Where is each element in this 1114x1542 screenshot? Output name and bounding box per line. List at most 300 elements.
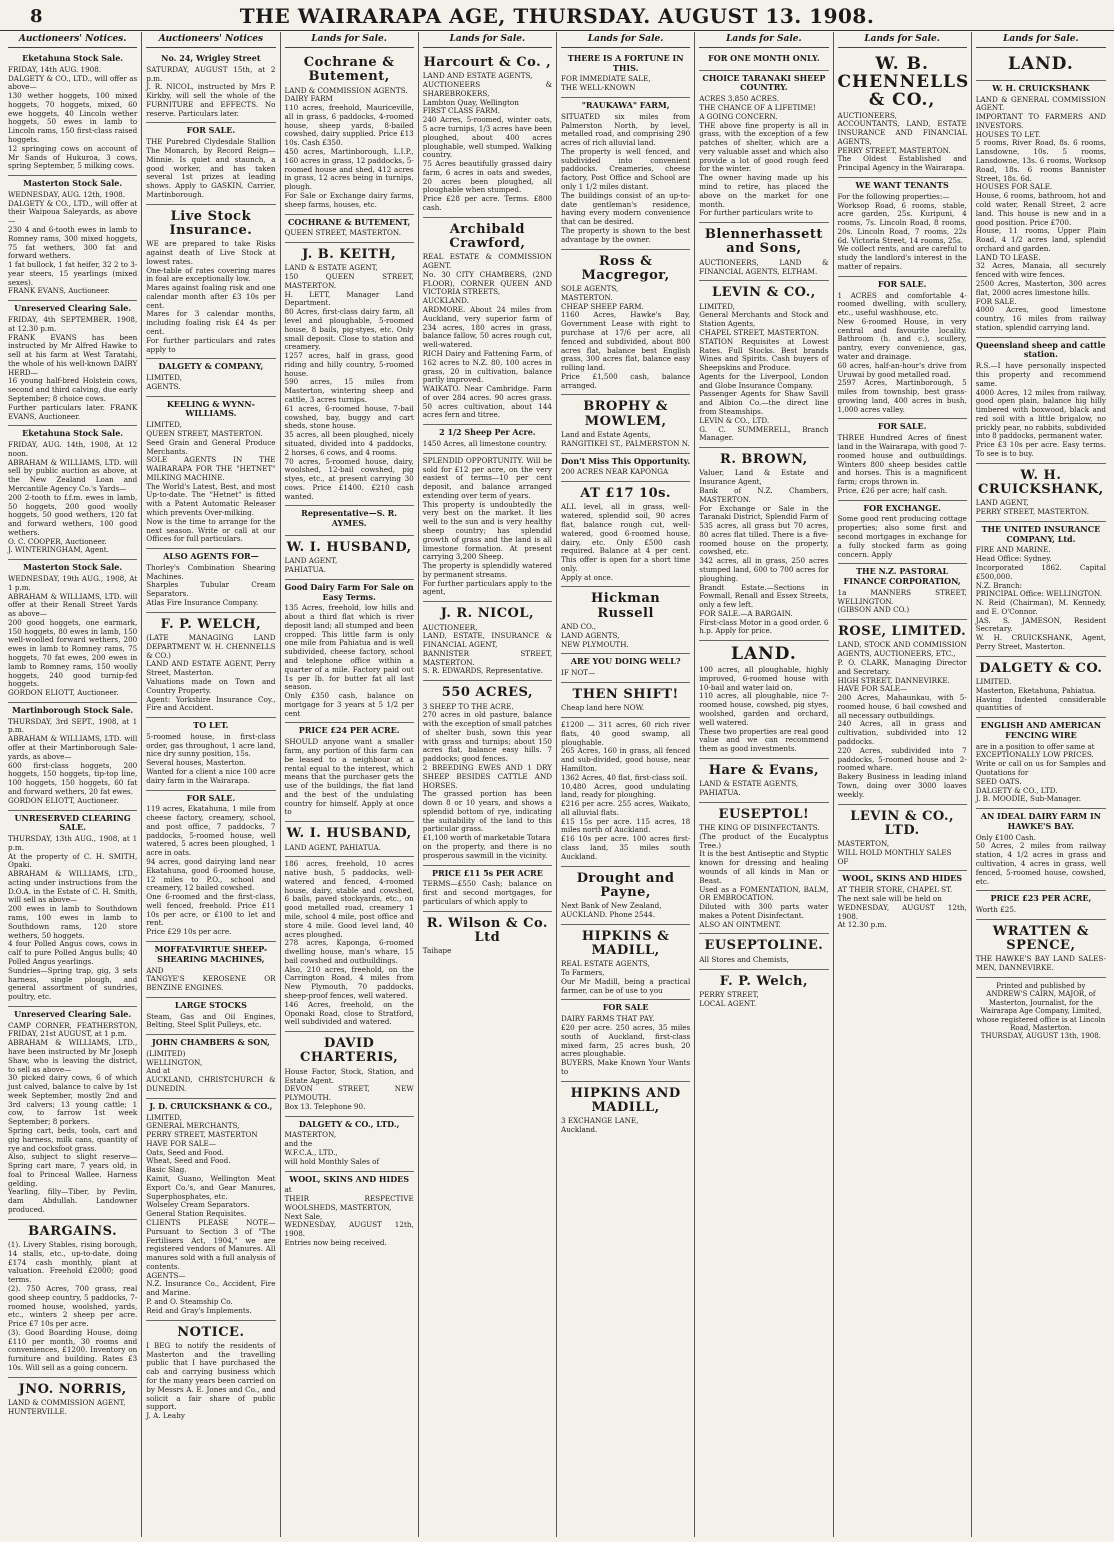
ad-title: Hare & Evans, xyxy=(708,762,820,778)
ad-title: Queensland sheep and cattle station. xyxy=(976,339,1106,360)
advertisement xyxy=(699,223,828,281)
advertisement xyxy=(699,803,828,935)
column-header: Lands for Sale. xyxy=(285,32,414,48)
ad-title: PRICE £24 PER ACRE. xyxy=(298,725,400,736)
ad-text: 1450 Acres, all limestone country. xyxy=(422,438,547,448)
ad-text: LIMITED. xyxy=(975,677,1012,687)
ad-text: 4000 Acres, good limestone country, 16 miles from railway station, splendid carrying land. xyxy=(975,305,1106,332)
ad-text: THE Purebred Clydesdale Stallion The Monarch, by Record Reign—Minnie. Is quiet and staunch, a good worker, and has taken several 1st prizes at leading shows. Apply to GASKIN, Carrier, Martinborough. xyxy=(146,137,276,199)
ad-text: BUYERS, Make Known Your Wants to xyxy=(561,1058,691,1076)
ad-text: TANGYE'S KEROSENE OR BENZINE ENGINES. xyxy=(146,974,276,993)
ad-title: MOFFAT-VIRTUE SHEEP-SHEARING MACHINES, xyxy=(154,944,268,964)
ad-text: For further particulars write to xyxy=(699,208,813,218)
ad-text: House Factor, Stock, Station, and Estate Agent. xyxy=(284,1066,414,1085)
ad-title: ROSE, LIMITED. xyxy=(838,624,967,640)
ad-text: The buildings consist of an up-to-date gentleman's residence, having every modern convenience that can be desired. xyxy=(561,190,691,227)
ad-text: 2 BREEDING EWES AND 1 DRY SHEEP BESIDES CATTLE AND HORSES. xyxy=(422,762,552,790)
ad-text: THE CHANCE OF A LIFETIME! xyxy=(699,103,816,112)
ad-text: Incorporated 1862. Capital £500,000. xyxy=(975,562,1106,581)
advertisement xyxy=(976,718,1106,809)
ad-title: Live Stock Insurance. xyxy=(169,208,253,238)
ad-title: Archibald Crawford, xyxy=(449,221,526,252)
ad-text: PRINCIPAL Office: WELLINGTON. xyxy=(975,589,1103,599)
ad-text: N.Z. Branch: xyxy=(975,580,1023,590)
ad-text: No. 30 CITY CHAMBERS, (2ND FLOOR), CORNER QUEEN AND VICTORIA STREETS, xyxy=(422,269,552,297)
ad-text: Also, subject to slight reserve—Spring cart mare, 7 years old, in foal to Princeal Wallee. Harness gelding. xyxy=(8,1152,138,1188)
ad-title: R. Wilson & Co. Ltd xyxy=(426,915,548,945)
newspaper-title: THE WAIRARAPA AGE, THURSDAY. AUGUST 13. 1908. xyxy=(239,4,875,28)
ad-title: J. R. NICOL, xyxy=(440,606,535,622)
ad-text: ARDMORE. About 24 miles from Auckland, very superior farm of 234 acres, 180 acres in grass, balance fallow, 50 acres rough cut, well-watered. xyxy=(422,305,552,350)
ad-text: ALSO AN OINTMENT. xyxy=(699,919,781,929)
ad-title: AN IDEAL DAIRY FARM IN HAWKE'S BAY. xyxy=(980,811,1101,831)
advertisement xyxy=(423,681,552,865)
ad-text: £1200 — 311 acres, 60 rich river flats, 40 good swamp, all ploughable. xyxy=(561,720,691,747)
ad-text: REAL ESTATE & COMMISSION AGENT. xyxy=(422,252,552,271)
ad-text: ABRAHAM & WILLIAMS, LTD. will sell by public auction as above, at the New Zealand Loan and Mercantile Agency Co.'s Yards— xyxy=(8,457,138,493)
ad-text: LOCAL AGENT. xyxy=(699,998,757,1008)
ad-text: FOR SALE.—A BARGAIN. xyxy=(699,608,793,618)
ad-text: AGENTS— xyxy=(146,1270,186,1280)
ad-text: Reid and Gray's Implements. xyxy=(146,1305,252,1315)
ad-text: Taihape xyxy=(422,946,452,956)
ad-text: AUCTIONEER, xyxy=(422,622,478,632)
ad-text: LIMITED, xyxy=(146,373,182,383)
ad-text: Oats, Seed and Food. xyxy=(146,1147,224,1157)
ad-title: Unreserved Clearing Sale. xyxy=(14,303,132,314)
advertisement xyxy=(561,1000,690,1081)
ad-text: (LATE MANAGING LAND DEPARTMENT W. H. CHENNELLS & CO.) xyxy=(146,633,276,660)
advertisement xyxy=(699,448,828,641)
ad-text: 61 acres, 6-roomed house, 7-bail cowshed, bay, buggy and cart sheds, stone house. xyxy=(284,403,414,431)
ad-text: WEDNESDAY, AUGUST 12th, 1908. xyxy=(284,1220,414,1239)
ad-title: FOR SALE. xyxy=(877,278,927,289)
ad-text: Apply at once. xyxy=(561,572,614,582)
ad-text: The owner having made up his mind to retire, has placed the above on the market for one month. xyxy=(699,173,829,209)
ad-text: FOR IMMEDIATE SALE, xyxy=(561,74,651,84)
ad-text: LAND & ESTATE AGENT, xyxy=(284,263,378,273)
ad-text: J. R. NICOL, instructed by Mrs P. Kirkby, will sell the whole of the FURNITURE and EFFECTS. No reserve. Particulars later. xyxy=(146,82,276,118)
ad-text: MASTERTON, xyxy=(837,839,890,849)
ad-text: 75 Acres beautifully grassed dairy farm, 6 acres in oats and swedes, 20 acres been ploughed, all ploughable when stumped. xyxy=(422,159,552,195)
ad-text: Sundries—Spring trap, gig, 3 sets harness, single plough, and general assortment of sundries, poultry, etc. xyxy=(8,965,138,1002)
ad-text: S. R. EDWARDS, Representative. xyxy=(422,666,544,676)
ad-text: TERMS—£550 Cash; balance on first and second mortgages, for particulars of which apply to xyxy=(422,879,552,906)
advertisement xyxy=(837,51,970,178)
ad-title: WE WANT TENANTS xyxy=(855,179,949,190)
ad-text: All Stores and Chemists, xyxy=(699,954,789,964)
ad-text: W.F.C.A., LTD., xyxy=(284,1147,338,1157)
ad-text: (GIBSON AND CO.) xyxy=(837,605,910,615)
ad-text: DAIRY FARM xyxy=(284,94,333,104)
advertisement xyxy=(8,301,137,426)
ad-text: 535 acres, all grass but 70 acres, 80 acres flat tilled. There is a five-roomed house on the property, cowshed, etc. xyxy=(699,521,829,557)
ad-text: At the property of C. H. SMITH, Opaki. xyxy=(8,851,138,870)
imprint-line: Printed and published by ANDREW'S CAIRN, MAJOR, of Masterton, Journalist, for the Wairarapa Age Company, Limited, whose registered office is at Lincoln Road, Masterton. xyxy=(976,982,1106,1032)
ad-text: THE above fine property is all in grass, with the exception of a few patches of shelter, which are a very valuable asset and which also provide a lot of good rough feed for the winter. xyxy=(699,120,829,174)
ad-text: These two properties are real good value and we can recommend them as good investments. xyxy=(699,726,829,754)
ad-text: FIRE AND MARINE. xyxy=(975,545,1051,555)
ad-text: ABRAHAM & WILLIAMS, LTD., acting under instructions from the D.O.A. in the Estate of C. H. Smith, will sell as above— xyxy=(8,869,138,905)
ad-text: W. H. CRUICKSHANK, Agent, Perry Street, Masterton. xyxy=(975,633,1106,651)
ad-text: PERRY STREET, MASTERTON xyxy=(146,1130,258,1140)
advertisement xyxy=(146,791,275,942)
ad-text: 200 Acres, Mahaunkau, with 5-roomed house, 6 bail cowshed and all necessary outbuildings. xyxy=(837,693,967,720)
ad-text: LAND AGENT, xyxy=(284,556,338,566)
ad-text: 16 young half-bred Holstein cows, second and third calving, due early September; 8 choice cows. xyxy=(8,376,138,403)
ad-text: £216 per acre. 255 acres, Waikato, all alluvial flats. xyxy=(561,799,691,817)
advertisement xyxy=(8,176,137,301)
ad-text: AUCTIONEERS, LAND & FINANCIAL AGENTS, ELTHAM. xyxy=(699,257,829,276)
ad-title: THERE IS A FORTUNE IN THIS. xyxy=(567,52,684,73)
ad-text: Some good rent producing cottage properties; also some first and second mortgages in exchange for a fully stocked farm as going concern. Apply xyxy=(837,514,967,559)
ad-text: PERRY STREET, MASTERTON. xyxy=(837,145,951,155)
ad-text: CHEAP SHEEP FARM. xyxy=(561,301,644,311)
ad-title: JOHN CHAMBERS & SON, xyxy=(151,1037,270,1048)
ad-text: ABRAHAM & WILLIAMS, LTD. will offer at their Renall Street Yards as above— xyxy=(8,591,138,619)
ad-text: HAVE FOR SALE— xyxy=(146,1138,216,1148)
ad-text: ACCOUNTANTS, LAND, ESTATE INSURANCE AND FINANCIAL AGENTS, xyxy=(837,119,967,146)
ad-text: Sharples Tubular Cream Separators. xyxy=(146,580,276,599)
ad-text: 110 acres, freehold, Mauriceville, all in grass, 6 paddocks, 4-roomed house, sheep yards, 8-bailed cowshed, dairy supplied. Price £13 10s. Cash £350. xyxy=(284,103,414,148)
ad-text: 2500 Acres, Masterton, 300 acres flat, 2000 acres limestone hills. xyxy=(975,278,1106,297)
advertisement xyxy=(423,425,552,454)
ad-text: House, 11 rooms, Upper Plain Road, 4 1/2 acres land, splendid orchard and garden. xyxy=(975,226,1106,253)
ad-text: QUEEN STREET, MASTERTON. xyxy=(284,228,402,238)
ad-text: And at xyxy=(146,1066,171,1076)
ad-text: LAND, ESTATE, INSURANCE & FINANCIAL AGENT, xyxy=(422,631,552,650)
ad-title: WRATTEN & SPENCE, xyxy=(992,923,1089,954)
advertisement xyxy=(976,51,1106,81)
ad-text: For Sale or Exchange dairy farms, sheep farms, houses, etc. xyxy=(284,190,414,209)
advertisement xyxy=(285,1172,414,1252)
ad-text: Head Office: Sydney. xyxy=(975,554,1052,564)
ad-text: 30 picked dairy cows, 6 of which just calved, balance to calve by 1st week September, mostly 2nd and 3rd calvers; 13 young cattle; 1 cow, to farrow 1st week September; 8 porkers. xyxy=(8,1073,138,1127)
advertisement xyxy=(561,867,690,925)
advertisement xyxy=(285,51,414,215)
advertisement xyxy=(838,620,967,804)
ad-text: 265 Acres, 160 in grass, all fenced and sub-divided, good house, near Hamilton. xyxy=(561,746,691,773)
advertisement xyxy=(976,920,1106,978)
ad-text: 1362 Acres, 40 flat, first-class soil. xyxy=(561,772,688,782)
ad-text: 35 acres, all been ploughed, nicely situated, divided into 4 paddocks, 2 horses, 6 cows, and 4 rooms. xyxy=(284,430,414,457)
ad-text: £15 15s per acre. 115 acres, 18 miles north of Auckland. xyxy=(561,816,691,835)
ad-text: 450 acres, Martinborough, L.I.P., 160 acres in grass, 12 paddocks, 5-roomed house and shed, 412 acres in grass, 12 acres being in turnips, plough. xyxy=(284,147,414,192)
ad-title: JNO. NORRIS, xyxy=(18,1381,127,1397)
ad-title: PRICE £23 PER ACRE, xyxy=(990,893,1092,904)
advertisement xyxy=(8,560,137,703)
advertisement xyxy=(285,857,414,1032)
ad-text: J. A. Leahy xyxy=(146,1411,185,1421)
ad-text: Wanted for a client a nice 100 acre dairy farm in the Wairarapa. xyxy=(146,766,276,785)
ad-text: CHAPEL STREET, MASTERTON. xyxy=(699,327,819,337)
ad-text: Now is the time to arrange for the next season. Write or call at our Offices for full particulars. xyxy=(146,516,276,544)
advertisement xyxy=(285,723,414,822)
ad-text: DEVON STREET, NEW PLYMOUTH. xyxy=(284,1084,414,1103)
ad-text: SATURDAY, AUGUST 15th, at 2 p.m. xyxy=(146,64,276,83)
column-7 xyxy=(834,32,972,1537)
ad-text: For the following properties:— xyxy=(837,191,950,201)
ad-text: DALGETY & CO., LTD., will offer as above— xyxy=(8,73,138,92)
advertisement xyxy=(146,51,275,123)
ad-text: LAND TO LEASE. xyxy=(975,252,1041,262)
advertisement xyxy=(8,426,137,560)
ad-text: Next Bank of New Zealand, xyxy=(561,901,662,911)
ad-text: AND CO., xyxy=(561,622,597,632)
ad-text: 200 ACRES NEAR KAPONGA xyxy=(561,467,669,477)
ad-text: 70 acres, 5-roomed house, dairy, woolshed, 12-bail cowshed, pig styes, etc., at present carrying 30 cows. Price £1400. £210 cash wanted. xyxy=(284,456,414,501)
advertisement xyxy=(146,613,275,718)
advertisement xyxy=(838,419,967,500)
ad-text: 240 Acres, 5-roomed, winter oats, 5 acre turnips, 1/3 acres have been ploughed, about 400 acres ploughable, well stumped. Walking country. xyxy=(422,115,552,160)
ad-text: AND xyxy=(146,965,164,975)
ad-text: One 6-roomed and the first-class, well fenced, freehold. Price £11 10s per acre, or £100 to let and rent. xyxy=(146,892,276,928)
ad-text: 240 Acres, all in grass and cultivation, subdivided into 12 paddocks. xyxy=(837,719,967,747)
advertisement xyxy=(699,934,828,969)
advertisement xyxy=(423,218,552,425)
ad-text: LIMITED, xyxy=(146,1112,182,1122)
ad-text: Price, £26 per acre; half cash. xyxy=(837,485,948,495)
advertisement xyxy=(146,942,275,998)
ad-text: 342 acres, all in grass, 250 acres stumped land, 600 to 700 acres for ploughing. xyxy=(699,556,829,583)
ad-text: WEDNESDAY, AUGUST 12th, 1908. xyxy=(837,902,967,921)
ad-title: F. P. Welch, xyxy=(719,973,809,989)
column-8 xyxy=(972,32,1110,1537)
advertisement xyxy=(8,1378,137,1421)
ad-text: ALL level, all in grass, well-watered, splendid soil, 90 acres flat, balance rough cut, well-watered, good 6-roomed house, dairy, etc. Only £500 cash required. Balance at 4 per cent. This offer is open for a short time only. xyxy=(561,502,691,573)
ad-text: AUCTIONEERS, xyxy=(837,110,897,120)
advertisement xyxy=(699,759,828,803)
ad-text: Entries now being received. xyxy=(284,1237,387,1247)
advertisement xyxy=(285,506,414,536)
ad-text: Agents for the Liverpool, London and Globe Insurance Company. xyxy=(699,371,829,390)
ad-text: AGENTS. xyxy=(146,381,181,391)
ad-text: PAHIATUA. xyxy=(699,787,741,797)
ad-text: 1 ACRES and comfortable 4-roomed dwelling, with scullery, etc., useful washhouse, etc. xyxy=(837,290,967,318)
ad-title: BROPHY & MOWLEM, xyxy=(583,399,668,429)
ad-text: Also, 210 acres, freehold, on the Carrington Road, 4 miles from New Plymouth, 70 paddocks, sheep-proof fences, well watered. xyxy=(284,964,414,1001)
ad-text: Several houses, Masterton. xyxy=(146,758,246,768)
advertisement xyxy=(838,871,967,934)
ad-text: WEDNESDAY, 19th AUG., 1908, At 1 p.m. xyxy=(8,574,138,592)
ad-text: HIGH STREET, DANNEVIRKE. xyxy=(837,675,950,685)
ad-text: and the xyxy=(284,1139,313,1149)
advertisement xyxy=(285,580,414,724)
ad-text: £16 10s per acre. 100 acres first-class land, 35 miles south Auckland. xyxy=(561,834,691,861)
ad-text: 150 QUEEN STREET, MASTERTON. xyxy=(284,272,414,290)
ad-text: House, 6 rooms, bathroom, hot and cold water, Renall Street, 2 acre land. This house is new and in a good position. Price £700. xyxy=(975,191,1106,227)
ad-text: 220 Acres, subdivided into 7 paddocks, 5-roomed house and 2-roomed whare. xyxy=(837,745,967,773)
ad-text: WEDNESDAY, AUG. 12th, 1908. xyxy=(8,189,126,199)
ad-text: DALGETY & CO., LTD. xyxy=(975,785,1058,795)
ad-text: AUCTIONEERS & SHAREBROKERS, xyxy=(422,80,552,98)
ad-text: RICH Dairy and Fattening Farm, of 162 acres to N.Z. 80, 100 acres in grass, 20 in cultivation, balance partly improved. xyxy=(422,348,552,385)
ad-title: NOTICE. xyxy=(177,1324,245,1340)
ad-text: LIMITED, xyxy=(146,420,182,430)
ad-text: Further particulars later. FRANK EVANS, Auctioneer. xyxy=(8,402,138,421)
advertisement xyxy=(146,549,275,613)
ad-title: EUSEPTOLINE. xyxy=(704,938,824,954)
ad-text: H. LETT, Manager Land Department. xyxy=(284,289,414,308)
ad-text: This property is undoubtedly the very best on the market. It lies well to the sun and is very healthy sheep country; has splendid growth of grass and the land is all limestone formation. At present carrying 3,200 Sheep. xyxy=(422,499,552,562)
ad-text: Price £28 per acre. Terms. £800 cash. xyxy=(422,194,552,212)
ad-title: Good Dairy Farm For Sale on Easy Terms. xyxy=(284,581,414,602)
column-6 xyxy=(695,32,833,1537)
ad-text: One-table of rates covering mares in foal are exceptionally low. xyxy=(146,265,276,284)
ad-title: FOR EXCHANGE. xyxy=(863,502,941,513)
ad-title: THE UNITED INSURANCE COMPANY, Ltd. xyxy=(981,523,1101,544)
ad-text: BANNISTER STREET, MASTERTON. xyxy=(422,648,552,667)
ad-text: SPLENDID OPPORTUNITY. Will be sold for £12 per acre, on the very easiest of terms—10 per cent deposit, and balance arranged extending over term of years. xyxy=(422,455,552,500)
ad-text: 600 first-class hoggets, 200 hoggets, 150 hoggets, tip-top line, 100 hoggets, 150 hoggets, 60 fat and forward wethers, 20 fat ewes. xyxy=(8,760,138,796)
ad-title: ENGLISH AND AMERICAN FENCING WIRE xyxy=(980,720,1102,740)
advertisement xyxy=(146,718,275,790)
ad-text: 32 Acres, Manaia, all securely fenced with wire fences. xyxy=(975,261,1106,280)
ad-title: THEN SHIFT! xyxy=(572,686,679,702)
ad-text: 50 Acres, 2 miles from railway station, 4 1/2 acres in grass and cultivation, 4 acres in grass, well fenced, 5-roomed house, cowshed, etc. xyxy=(975,841,1106,886)
ad-text: JAS. S. JAMESON, Resident Secretary. xyxy=(975,615,1106,634)
ad-title: Eketahuna Stock Sale. xyxy=(22,52,124,63)
ad-text: PERRY STREET, MASTERTON. xyxy=(975,507,1089,517)
ad-title: EUSEPTOL! xyxy=(718,806,810,822)
ad-text: 130 wether hoggets, 100 mixed hoggets, 70 hoggets, mixed, 60 ewe hoggets, 40 Lincoln wether hoggets, 50 ewes in lamb to Lincoln rams, 150 first-class raised hoggets. xyxy=(8,91,138,144)
ad-text: AUCKLAND. xyxy=(422,296,469,306)
ad-text: OF xyxy=(837,856,849,866)
ad-text: LAND AND ESTATE AGENT, Perry Street, Masterton. xyxy=(146,659,276,678)
ad-text: THURSDAY, 13th AUG., 1908, at 1 p.m. xyxy=(8,834,138,852)
advertisement xyxy=(146,359,275,396)
ad-text: Valuer, Land & Estate and Insurance Agent, xyxy=(699,468,829,487)
ad-text: O. C. COOPER, Auctioneer. xyxy=(8,536,107,546)
advertisement xyxy=(561,395,690,453)
ad-text: Only £350 cash, balance on mortgage for 3 years at 5 1/2 per cent xyxy=(284,691,414,718)
ad-text: General Station Requisites. xyxy=(146,1209,247,1219)
ad-text: FRIDAY, 14th AUG. 1908. xyxy=(8,64,102,74)
advertisement xyxy=(699,281,828,448)
ad-text: LAND & COMMISSION AGENTS. xyxy=(284,85,408,95)
ad-text: PERRY STREET, xyxy=(699,989,759,999)
advertisement xyxy=(699,641,828,759)
ad-title: WOOL, SKINS AND HIDES xyxy=(289,1173,410,1184)
column-header: Auctioneers' Notices. xyxy=(8,32,137,48)
ad-title: FOR ONE MONTH ONLY. xyxy=(708,52,820,63)
column-2 xyxy=(142,32,280,1537)
ad-text: (3). Good Boarding House, doing £110 per month, 30 rooms and conveniences, £1200. Inventory on furniture and building. Rates £3 10s. Will sell as a going concern. xyxy=(8,1327,138,1373)
ad-title: Masterton Stock Sale. xyxy=(23,562,123,573)
ad-text: DAIRY FARMS THAT PAY. xyxy=(561,1014,655,1024)
ad-text: (1). Livery Stables, rising borough, 14 stalls, etc., up-to-date, doing £174 cash monthly, plant at valuation. Freehold £2000; good terms. xyxy=(8,1240,138,1285)
ad-text: STATION Requisites at Lowest Rates. Full Stocks. Best brands Wines and Spirits. Cash buyers of Sheepskins and Produce. xyxy=(699,336,829,373)
ad-text: HOUSES TO LET. xyxy=(975,129,1041,139)
imprint-line: THURSDAY, AUGUST 13th, 1908. xyxy=(980,1032,1101,1041)
advertisement xyxy=(561,1082,690,1139)
ad-title: R. BROWN, xyxy=(720,452,808,468)
ad-text: GENERAL MERCHANTS, xyxy=(146,1121,240,1131)
ad-text: EXCEPTIONALLY LOW PRICES. xyxy=(975,750,1094,760)
column-header: Auctioneers' Notices xyxy=(146,32,275,48)
ad-title: F. P. WELCH, xyxy=(160,616,262,632)
column-5 xyxy=(557,32,695,1537)
ad-text: 1 fat bullock, 1 fat heifer, 32 2 to 3-year steers, 15 yearlings (mixed sexes). xyxy=(8,260,138,287)
ad-text: Bakery Business in leading inland Town, doing over 3000 loaves weekly. xyxy=(837,772,967,799)
ad-text: Passenger Agents for Shaw Savill and Albion Co.—the direct line from Steamships. xyxy=(699,389,829,416)
advertisement xyxy=(423,51,552,218)
advertisement xyxy=(285,822,414,857)
ad-text: Price £3 10s per acre. Easy terms. To see is to buy. xyxy=(975,440,1106,458)
ad-text: N. Reid (Chairman), M. Kennedy, and E. O'Connor. xyxy=(975,598,1106,616)
ad-text: A GOING CONCERN. xyxy=(699,111,778,121)
ad-title: DAVID CHARTERIS, xyxy=(300,1036,399,1066)
ad-text: ABRAHAM & WILLIAMS, LTD., have been instructed by Mr Joseph Shaw, who is leaving the district, to sell as above— xyxy=(8,1038,138,1074)
ad-text: The grassed portion has been down 8 or 10 years, and shows a splendid bottom of rye, indicating the suitability of the land to this particular grass. xyxy=(422,789,552,834)
ad-text: Seed Grain and General Produce Merchants. xyxy=(146,437,276,456)
ad-text: We collect rents, and are careful to study the landlord's interest in the matter of repairs. xyxy=(837,244,967,271)
ad-text: ABRAHAM & WILLIAMS, LTD. will offer at their Martinborough Sale-yards, as above— xyxy=(8,734,138,761)
ad-title: W. H. CRUICKSHANK, xyxy=(978,467,1104,498)
ad-text: J. B. MOODIE, Sub-Manager. xyxy=(975,794,1081,804)
advertisement xyxy=(561,718,690,867)
advertisement xyxy=(423,912,552,960)
ad-text: Basic Slag. xyxy=(146,1165,187,1175)
ad-title: Ross & Macgregor, xyxy=(581,253,670,283)
ad-text: 270 acres in old pasture, balance with the exception of small patches of shelter bush, sown this year with grass and turnips; about 150 acres flat, balance easy hills. 7 paddocks; good fences. xyxy=(422,710,552,764)
columns-area xyxy=(4,32,1110,1537)
ad-text: Masterton, Eketahuna, Pahiatua. xyxy=(975,685,1096,695)
advertisement xyxy=(561,683,690,718)
advertisement xyxy=(423,602,552,681)
ad-text: WAIKATO. Near Cambridge. Farm of over 284 acres. 90 acres grass. 50 acres cultivation, about 144 acres fern and titree. xyxy=(422,384,552,420)
ad-text: Thorley's Combination Shearing Machines. xyxy=(146,562,276,581)
ad-text: IF NOT— xyxy=(561,668,596,678)
ad-title: HIPKINS & MADILL, xyxy=(581,928,670,958)
ad-text: The Oldest Established and Principal Agency in the Wairarapa. xyxy=(837,154,967,173)
ad-title: W. B. CHENNELLS & CO., xyxy=(837,53,970,110)
ad-text: Steam, Gas and Oil Engines, Belting, Steel Split Pulleys, etc. xyxy=(146,1011,276,1030)
ad-text: New 6-roomed House, in very central and favourite locality. Bathroom (h. and c.), scullery, pantry, every convenience, gas, water and drainage. xyxy=(837,316,967,361)
advertisement xyxy=(8,811,137,1007)
ad-text: Lambton Quay, Wellington xyxy=(422,97,519,107)
ad-text: ACRES 3,850 ACRES. xyxy=(699,94,779,104)
advertisement xyxy=(285,215,414,244)
ad-text: Yearling, filly—Tiber, by Pevlin, dam Abdullah. Landowner produced. xyxy=(8,1187,138,1214)
ad-text: Worth £25. xyxy=(975,905,1017,915)
ad-text: 60 acres, half-an-hour's drive from Uruwai by good metalled road. xyxy=(837,360,967,379)
ad-text: MASTERTON. xyxy=(561,292,613,302)
ad-title: LEVIN & CO., LTD. xyxy=(850,808,955,838)
ad-text: THEIR RESPECTIVE WOOLSHEDS, MASTERTON, xyxy=(284,1194,414,1212)
ad-text: The property is well fenced, and subdivided into convenient paddocks. Creameries, cheese factory, Post Office and School are only 1 1/2 miles distant. xyxy=(561,146,691,192)
ad-text: Mares for 3 calendar months, including foaling risk £4 4s per cent. xyxy=(146,309,276,337)
ad-text: LAND & COMMISSION AGENT, xyxy=(8,1398,126,1408)
advertisement xyxy=(285,536,414,580)
advertisement xyxy=(699,71,828,223)
ad-text: NEW PLYMOUTH. xyxy=(561,639,629,649)
ad-text: £20 per acre. 250 acres, 35 miles south of Auckland, first-class mixed farm, 25 acres bush, 20 acres ploughable. xyxy=(561,1022,691,1059)
advertisement xyxy=(8,1220,137,1378)
ad-text: (LIMITED) xyxy=(146,1048,186,1058)
ad-title: ARE YOU DOING WELL? xyxy=(570,656,681,667)
ad-text: THREE Hundred Acres of finest land in the Wairarapa, with good 7-roomed house and outbuildings. Winters 800 sheep besides cattle and horses. This is a magnificent farm; crops thrown in. xyxy=(837,433,967,487)
ad-title: LAND. xyxy=(1008,53,1074,74)
ad-title: ALSO AGENTS FOR— xyxy=(163,551,259,562)
ad-text: 5 rooms, River Road, 8s. 6 rooms, Lansdowne, 10s. 5 rooms, Lansdowne, 13s. 6 rooms, Worksop Road, 18s. 6 rooms Bannister Street, 18s. 6d. xyxy=(975,138,1106,183)
ad-text: I BEG to notify the residents of Masterton and the travelling public that I have purchased the cab and carrying business which for the many years been carried on by Messrs A. E. Jones and Co., and solicit a fair share of public support. xyxy=(146,1340,276,1412)
ad-title: FOR SALE. xyxy=(877,421,927,432)
ad-text: Our Mr Madill, being a practical farmer, can be of use to you xyxy=(561,976,691,995)
ad-title: CHOICE TARANAKI SHEEP COUNTRY. xyxy=(702,72,826,93)
ad-text: Diluted with 300 parts water makes a Potent Disinfectant. xyxy=(699,902,829,920)
advertisement xyxy=(8,51,137,176)
